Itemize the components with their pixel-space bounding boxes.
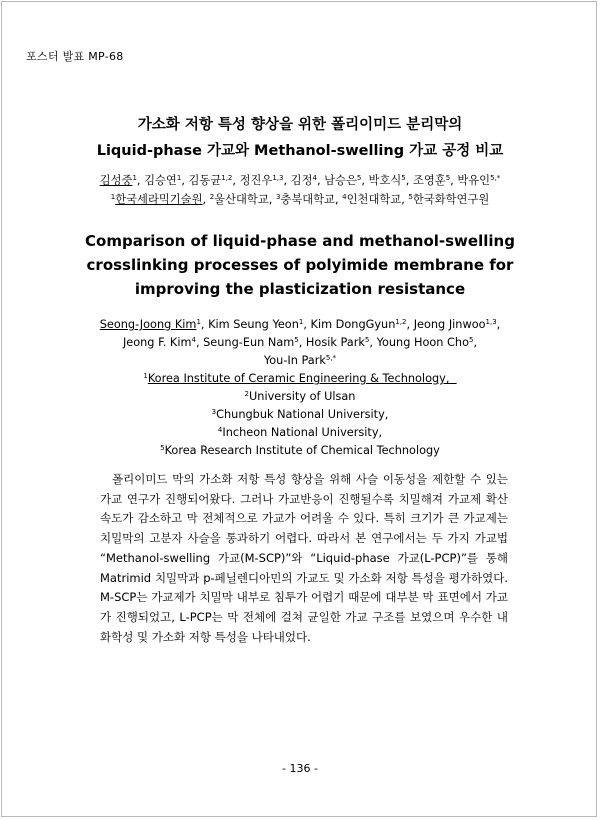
author: 정진우$^{1,3}$, [239,174,291,187]
author: 김동균$^{1,2}$, [188,174,240,187]
author: You-In Park$^{5,*}$ [263,354,337,367]
author: 박유인$^{5,*}$ [457,174,501,187]
author: Seong-Joong Kim$^1$, [99,318,209,331]
english-authors-line-1 [0,318,600,331]
english-title-line-1: Comparison of liquid-phase and methanol-swelling [85,232,515,250]
author: 김정$^4$, [290,174,325,187]
english-affiliation-5: $^5$Korea Research Institute of Chemical Technology [160,444,440,457]
author: 남승은$^5$, [324,174,369,187]
english-authors-line-2 [0,336,600,349]
author: Young Hoon Cho$^5$, [376,336,478,349]
english-affiliation-1: $^1$Korea Institute of Ceramic Engineering & Technology, [143,372,450,385]
abstract-body: 폴리이미드 막의 가소화 저항 특성 향상을 위해 사슬 이동성을 제한할 수 있는 가교 연구가 진행되어왔다. 그러나 가교반응이 진행될수록 치밀해져 가교제 확산 속도가 감소하고 막 전체적으로 가교가 어려울 수 있다. 특히 크기가 큰 가교제는 치밀막의 고분자 사슬을 통과하기 어렵다. 따라서 본 연구에서는 두 가지 가교법 “Methanol-swelling 가교(M-SCP)”와 “Liquid-phase 가교(L-PCP)”를 통해 Matrimid 치밀막과 p-페닐렌디아민의 가교도 및 가소화 저항 특성을 평가하였다. M-SCP는 가교제가 치밀막 내부로 침투가 어렵기 때문에 대부분 막 표면에서 가교가 진행되었고, L-PCP는 막 전체에 걸쳐 균일한 가교 구조를 보였으며 우수한 내화학성 및 가소화 저항 특성을 나타내었다. [100,472,508,644]
affiliation: $^3$충북대학교, [275,193,343,206]
english-authors-line-3 [0,354,600,367]
author: 김승연$^1$, [144,174,189,187]
author: 박호식$^5$, [368,174,413,187]
english-title-line-3: improving the plasticization resistance [134,280,466,298]
author: 조영훈$^5$, [412,174,458,187]
korean-title-line-2: Liquid-phase 가교와 Methanol-swelling 가교 공정 비교 [96,143,504,159]
affiliation: $^4$인천대학교, [342,193,409,206]
session-label: 포스터 발표 MP-68 [26,50,124,63]
author: Seung-Eun Nam$^5$, [203,336,306,349]
author: Kim Seung Yeon$^1$, [208,318,311,331]
affiliation: $^1$한국세라믹기술원, [110,193,210,206]
affiliation: $^2$울산대학교, [209,193,276,206]
korean-affiliations [0,191,600,207]
author: Hosik Park$^5$, [305,336,377,349]
page-number: - 136 - [282,762,318,775]
english-affiliation-4: $^4$Incheon National University, [217,426,383,439]
author: 김성중$^1$, [99,174,145,187]
english-affiliation-3: $^3$Chungbuk National University, [211,408,389,421]
korean-authors [0,172,600,188]
english-affiliation-2: $^2$University of Ulsan [244,390,356,403]
author: Jeong Jinwoo$^{1,3}$, [413,318,501,331]
english-title-line-2: crosslinking processes of polyimide membrane for [86,256,514,274]
korean-title-line-1: 가소화 저항 특성 향상을 위한 폴리이미드 분리막의 [137,117,463,133]
affiliation: $^5$한국화학연구원 [408,193,490,206]
author: Jeong F. Kim$^4$, [122,336,204,349]
author: Kim DongGyun$^{1,2}$, [310,318,414,331]
